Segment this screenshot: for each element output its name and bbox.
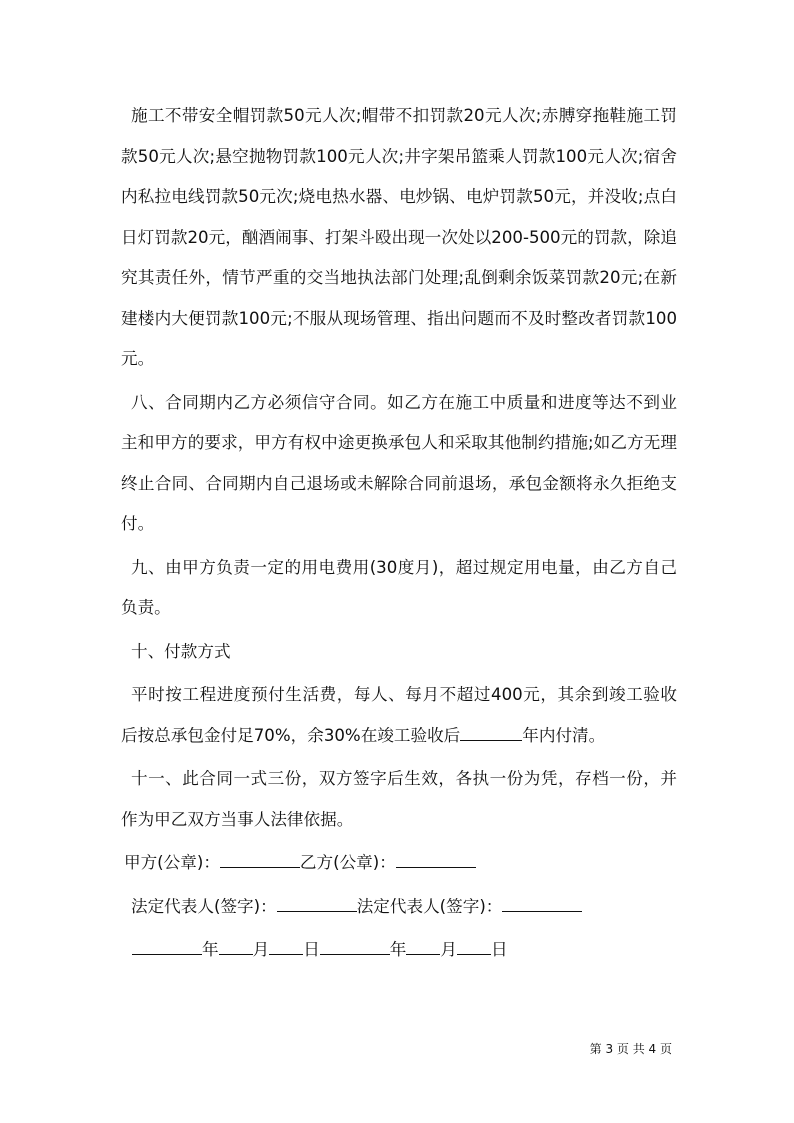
party-a-blank xyxy=(220,853,300,868)
date-line xyxy=(121,930,677,971)
page-footer xyxy=(0,1041,794,1057)
rep-a-label: 法定代表人(签字)： xyxy=(131,896,277,916)
clause-8: 八、合同期内乙方必须信守合同。如乙方在施工中质量和进度等达不到业主和甲方的要求，甲方有权中途更换承包人和采取其他制约措施;如乙方无理终止合同、合同期内自己退场或未解除合同前退场，承包金额将永久拒绝支付。 xyxy=(121,392,677,533)
party-b-blank xyxy=(396,853,476,868)
document-body xyxy=(121,96,677,971)
date-b-year: 年 xyxy=(389,940,407,959)
date-b-day: 日 xyxy=(490,940,508,959)
date-a-day-blank xyxy=(269,940,303,955)
date-a-year-blank xyxy=(132,940,202,955)
page-number: 第 3 页 共 4 页 xyxy=(589,1042,672,1056)
rep-a-blank xyxy=(277,897,357,912)
clause-10-title: 十、付款方式 xyxy=(131,641,231,661)
penalty-paragraph: 施工不带安全帽罚款50元人次;帽带不扣罚款20元人次;赤膊穿拖鞋施工罚款50元人次;悬空抛物罚款100元人次;井字架吊篮乘人罚款100元人次;宿舍内私拉电线罚款50元次;烧电热水器、电炒锅、电炉罚款50元，并没收;点白日灯罚款20元，酗酒闹事、打架斗殴出现一次处以200-500元的罚款，除追究其责任外，情节严重的交当地执法部门处理;乱倒剩余饭菜罚款20元;在新建楼内大便罚款100元;不服从现场管理、指出问题而不及时整改者罚款100元。 xyxy=(121,106,677,368)
clause-10-text-end: 年内付清。 xyxy=(522,725,606,745)
rep-b-label: 法定代表人(签字)： xyxy=(356,896,503,916)
rep-b-blank xyxy=(502,897,582,912)
date-b-month: 月 xyxy=(440,940,457,959)
date-a-day: 日 xyxy=(303,940,320,959)
representative-line xyxy=(121,887,677,928)
party-a-label: 甲方(公章)： xyxy=(124,853,220,872)
party-b-label: 乙方(公章)： xyxy=(299,853,396,872)
clause-11: 十一、此合同一式三份，双方签字后生效，各执一份为凭，存档一份，并作为甲乙双方当事人法律依据。 xyxy=(121,769,677,829)
date-a-year: 年 xyxy=(202,940,219,959)
date-b-year-blank xyxy=(320,940,390,955)
date-b-month-blank xyxy=(406,940,440,955)
blank-years-field xyxy=(460,726,522,741)
seal-line xyxy=(121,843,677,884)
clause-9: 九、由甲方负责一定的用电费用(30度月)，超过规定用电量，由乙方自己负责。 xyxy=(121,557,677,617)
clause-10-body xyxy=(121,675,677,756)
date-a-month-blank xyxy=(219,940,253,955)
clause-10-text: 平时按工程进度预付生活费，每人、每月不超过400元，其余到竣工验收后按总承包金付足70%，余30%在竣工验收后 xyxy=(121,685,677,745)
date-a-month: 月 xyxy=(252,940,270,959)
date-b-day-blank xyxy=(457,940,491,955)
